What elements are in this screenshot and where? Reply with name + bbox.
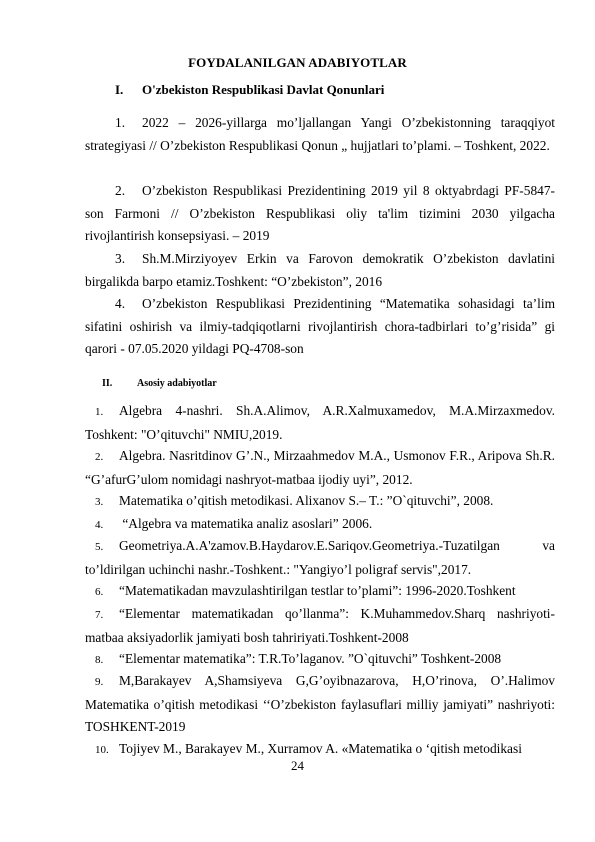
entry-text: “Elementar matematikadan qo’llanma”: K.Muhammedov.Sharq nashriyoti-matbaa aksiyadorlik jamiyati bosh tahririyati.Toshkent-2008 [85, 606, 555, 645]
reference-entry [85, 490, 555, 514]
reference-entry [85, 580, 555, 604]
reference-entry [85, 648, 555, 672]
entry-text: Algebra. Nasritdinov G’.N., Mirzaahmedov M.A., Usmonov F.R., Aripova Sh.R. “G’afurG’ulom nomidagi nashryot-matbaa ijodiy uyi”, 2012. [85, 448, 555, 487]
section-label: Asosiy adabiyotlar [137, 378, 217, 389]
section-number: I. [115, 82, 124, 97]
entry-number: 4. [115, 296, 126, 311]
section-number: II. [102, 378, 113, 389]
entry-number: 5. [95, 541, 104, 553]
entry-number: 2. [95, 451, 104, 463]
entry-text: Geometriya.A.A'zamov.B.Haydarov.E.Sariqov.Geometriya.-Tuzatilgan va to’ldirilgan uchinchi nashr.-Toshkent.: "Yangiyo’l poligraf servis",2017. [85, 538, 555, 577]
entry-number: 3. [95, 496, 104, 508]
entry-text: “Matematikadan mavzulashtirilgan testlar to’plami”: 1996-2020.Toshkent [119, 583, 516, 598]
entry-text: Algebra 4-nashri. Sh.A.Alimov, A.R.Xalmuxamedov, M.A.Mirzaxmedov. Toshkent: "O’qituvchi" NMIU,2019. [85, 403, 555, 442]
entry-text: M,Barakayev A,Shamsiyeva G,G’oyibnazarova, H,O’rinova, O’.Halimov Matematika o’qitish metodikasi ‘‘O’zbekiston faylasuflari milliy jamiyati” nashriyoti: TOSHKENT-2019 [85, 673, 555, 734]
reference-entry [85, 670, 555, 739]
reference-entry [85, 180, 555, 248]
entry-text: Sh.M.Mirziyoyev Erkin va Farovon demokratik O’zbekiston davlatini birgalikda barpo etamiz.Toshkent: “O’zbekiston”, 2016 [85, 251, 555, 289]
reference-entry [85, 400, 555, 446]
entry-text: “Algebra va matematika analiz asoslari” 2006. [119, 516, 373, 531]
page-title: FOYDALANILGAN ADABIYOTLAR [188, 55, 407, 70]
reference-entry [85, 445, 555, 491]
entry-number: 4. [95, 519, 104, 531]
entry-number: 6. [95, 586, 104, 598]
reference-entry [85, 293, 555, 361]
entry-number: 7. [95, 609, 104, 621]
entry-text: Tojiyev M., Barakayev M., Xurramov A. «Matematika o ‘qitish metodikasi [119, 741, 522, 756]
reference-entry [85, 603, 555, 649]
entry-text: 2022 – 2026-yillarga mo’ljallangan Yangi O’zbekistonning taraqqiyot strategiyasi // O’zbekiston Respublikasi Qonun „ hujjatlari to’plami. – Toshkent, 2022. [85, 115, 555, 153]
entry-number: 8. [95, 654, 104, 666]
entry-number: 10. [95, 744, 109, 756]
entry-number: 1. [95, 406, 104, 418]
entry-text: O’zbekiston Respublikasi Prezidentining “Matematika sohasidagi ta’lim sifatini oshirish va ilmiy-tadqiqotlarni rivojlantirish chora-tadbirlari to’g’risida” gi qarori - 07.05.2020 yildagi PQ-4708-son [85, 296, 555, 356]
reference-entry [85, 513, 555, 537]
entry-text: “Elementar matematika”: T.R.To’laganov. ”O`qituvchi” Toshkent-2008 [119, 651, 502, 666]
page-number: 24 [291, 758, 304, 773]
reference-entry [85, 112, 555, 157]
entry-number: 1. [115, 115, 126, 130]
reference-entry [85, 535, 555, 581]
entry-number: 3. [115, 251, 126, 266]
section-label: O'zbekiston Respublikasi Davlat Qonunlari [142, 82, 385, 97]
entry-number: 9. [95, 676, 104, 688]
entry-text: O’zbekiston Respublikasi Prezidentining 2019 yil 8 oktyabrdagi PF-5847- son Farmoni // O’zbekiston Respublikasi oliy ta'lim tizimini 2030 yilgacha rivojlantirish konsepsiyasi. – 2019 [85, 183, 555, 243]
entry-text: Matematika o’qitish metodikasi. Alixanov S.– T.: ”O`qituvchi”, 2008. [119, 493, 494, 508]
entry-number: 2. [115, 183, 126, 198]
reference-entry [85, 248, 555, 293]
